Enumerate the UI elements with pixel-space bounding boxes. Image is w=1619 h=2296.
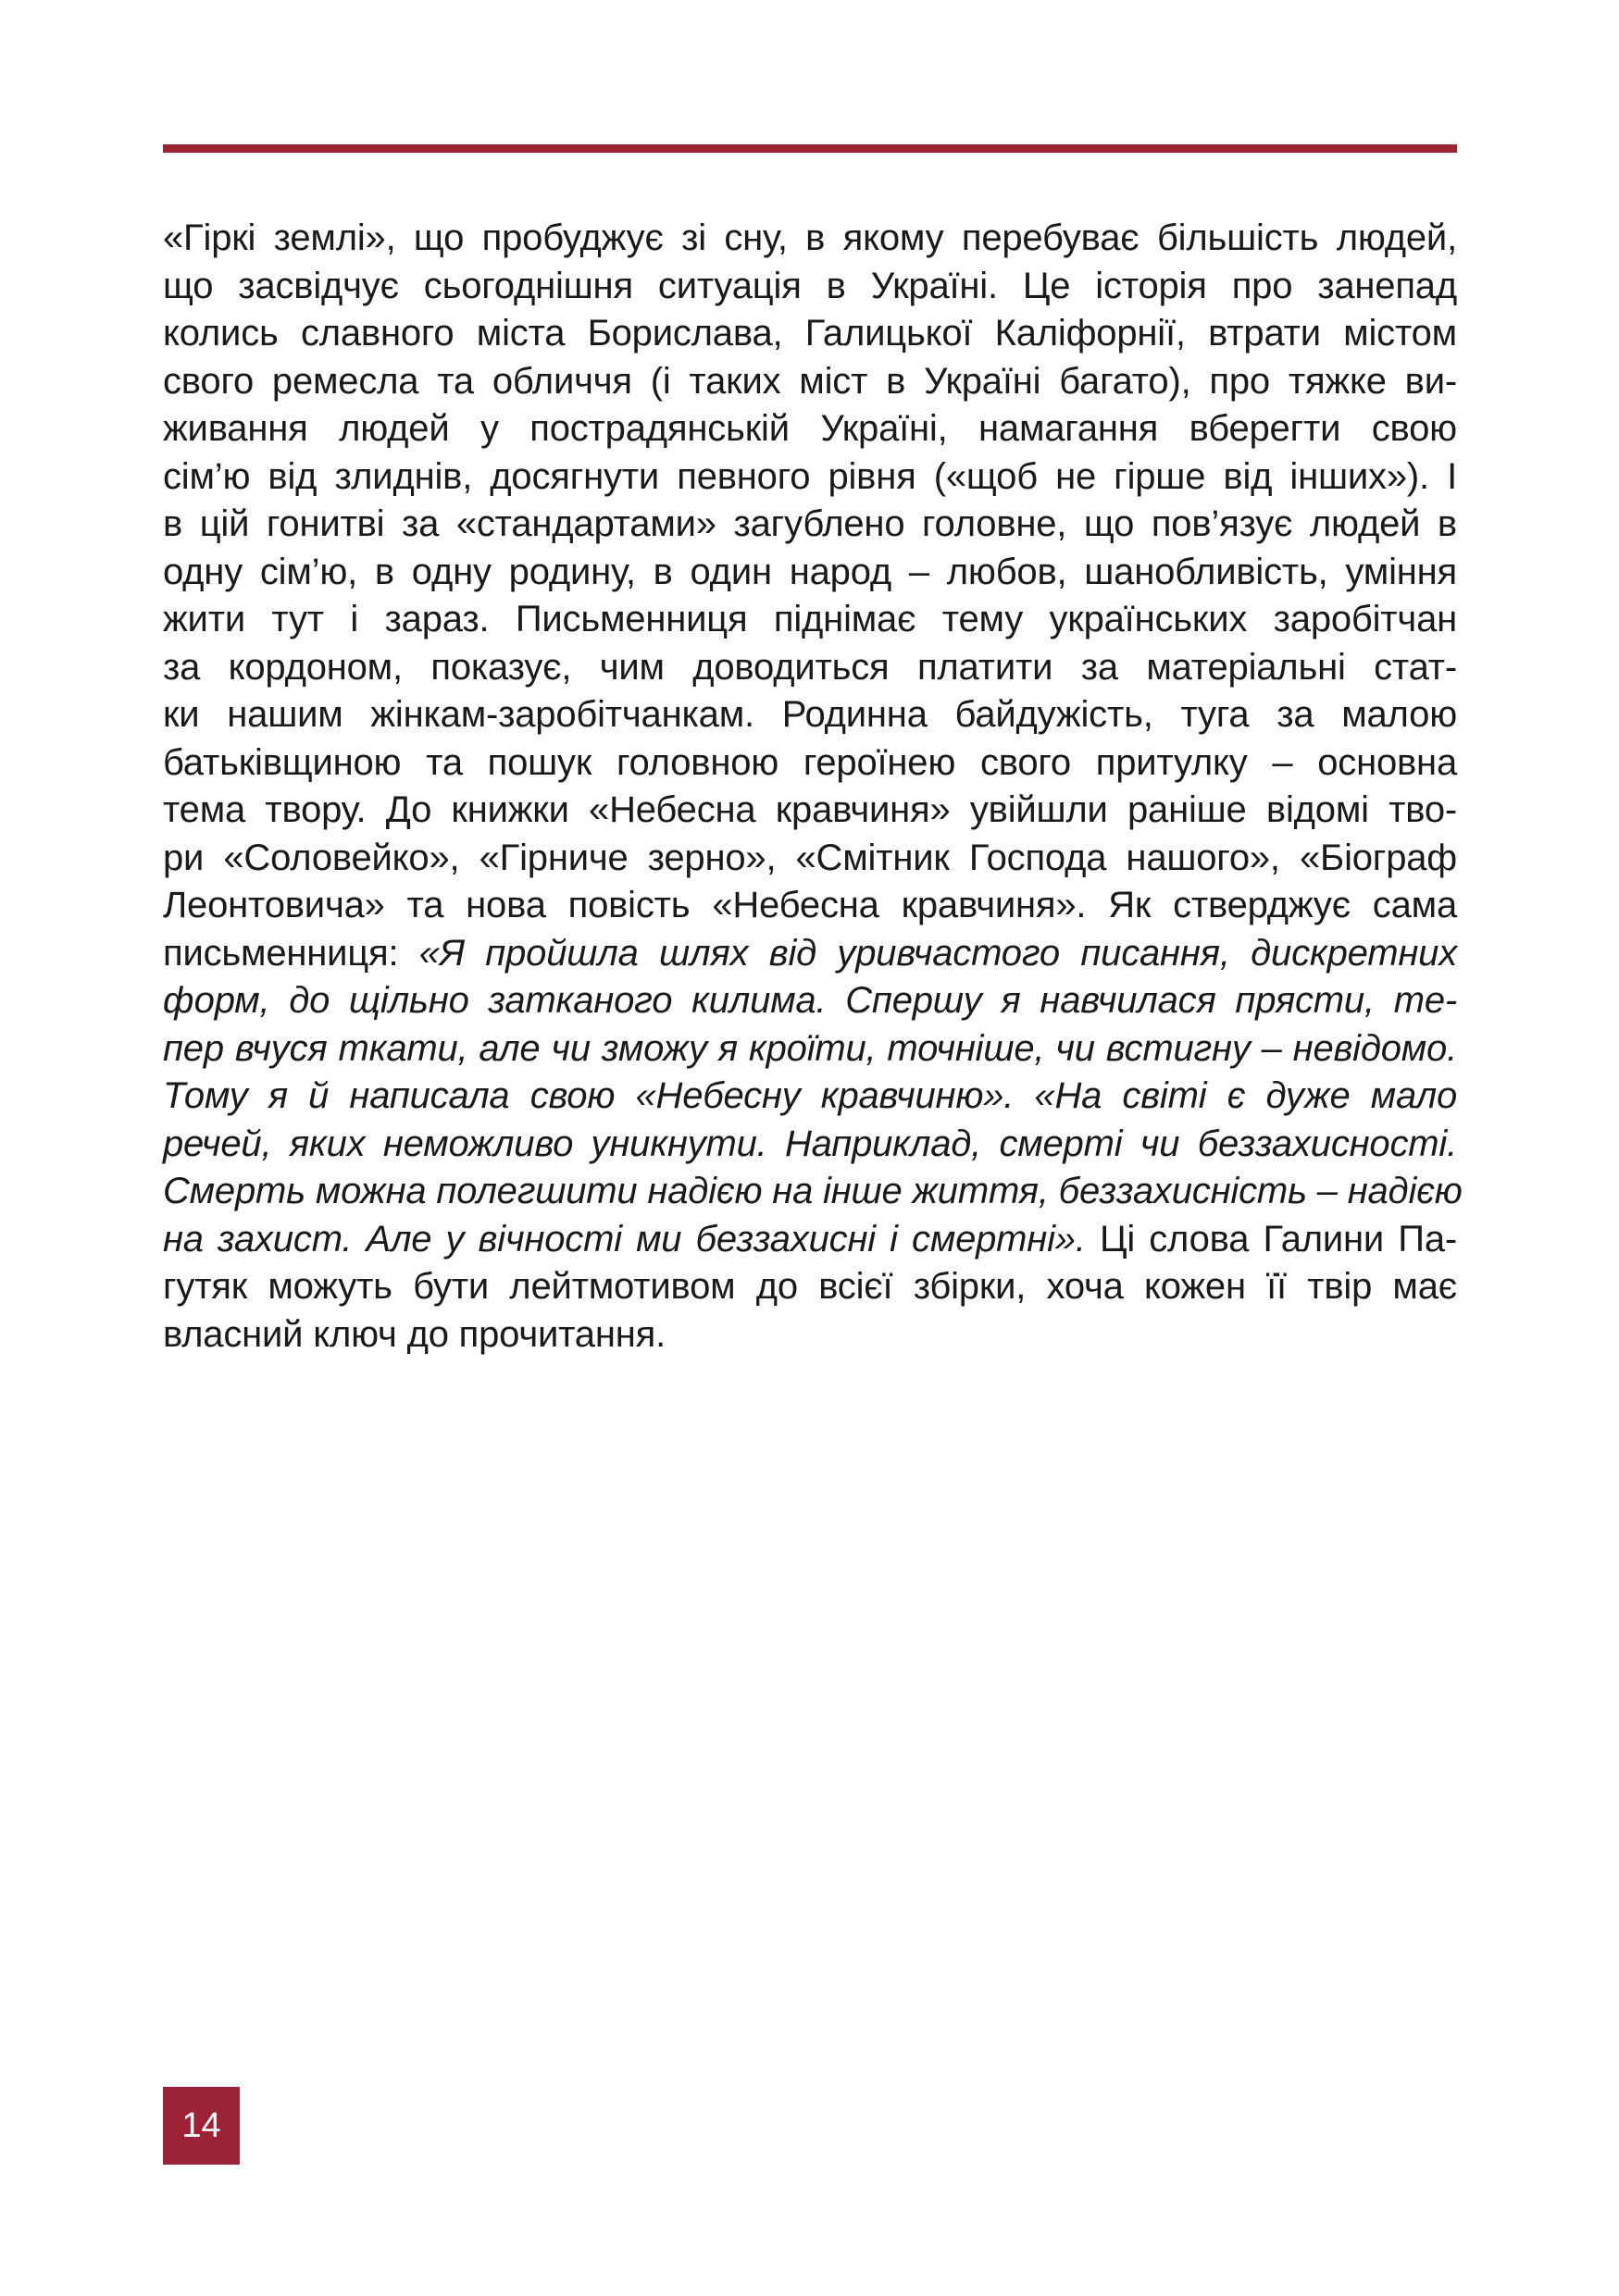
page-number-badge (163, 2087, 240, 2165)
text-line: свого ремесла та обличчя (і таких міст в Україні багато), про тяжке ви- (163, 360, 1457, 402)
text-line (163, 1025, 1457, 1074)
text-line: одну сім’ю, в одну родину, в один народ – любов, шанобливість, уміння (163, 551, 1457, 592)
text-line: сім’ю від злиднів, досягнути певного рівня («щоб не гірше від інших»). І (163, 455, 1457, 497)
body-paragraph (163, 215, 1463, 1359)
text-line: на захист. Але у вічності ми беззахисні і смертні». Ці слова Галини Па- (163, 1218, 1457, 1260)
text-line (163, 1121, 1457, 1169)
text-line (163, 1073, 1457, 1121)
text-line: тема твору. До книжки «Небесна кравчиня» увійшли раніше відомі тво- (163, 789, 1457, 830)
quote-text: речей, яких неможливо уникнути. Наприклад, смерті чи беззахисності. (163, 1123, 1457, 1164)
text-line: живання людей у пострадянській Україні, намагання вберегти свою (163, 408, 1457, 449)
text-line (163, 1168, 1463, 1216)
page-number: 14 (181, 2105, 221, 2145)
header-rule (163, 144, 1457, 153)
quote-text: «Я пройшла шлях від уривчастого писання, дискретних (418, 932, 1458, 974)
quote-text: Тому я й написала свою «Небесну кравчиню». «На світі є дуже мало (163, 1075, 1457, 1116)
text-line: письменниця: «Я пройшла шлях від уривчастого писання, дискретних (163, 932, 1458, 974)
text-line: гутяк можуть бути лейтмотивом до всієї збірки, хоча кожен її твір має (163, 1266, 1457, 1307)
quote-text: форм, до щільно затканого килима. Спершу я навчилася прясти, те- (163, 980, 1457, 1021)
quote-text: Смерть можна полегшити надією на інше життя, беззахисність – надією (163, 1171, 1463, 1211)
text-line: батьківщиною та пошук головною героїнею свого притулку – основна (163, 741, 1457, 783)
quote-text: пер вчуся ткати, але чи зможу я кроїти, точніше, чи встигну – невідомо. (163, 1027, 1457, 1069)
text-line: що засвідчує сьогоднішня ситуація в Україні. Це історія про занепад (163, 265, 1457, 306)
text-line: «Гіркі землі», що пробуджує зі сну, в якому перебуває більшість людей, (163, 217, 1457, 258)
text-line: колись славного міста Борислава, Галицької Каліфорнії, втрати містом (163, 313, 1457, 354)
text-line: ри «Соловейко», «Гірниче зерно», «Смітник Господа нашого», «Біограф (163, 837, 1457, 878)
quote-text: на захист. Але у вічності ми беззахисні і смертні». (163, 1218, 1086, 1260)
text-line (163, 977, 1457, 1025)
text-line: в цій гонитві за «стандартами» загублено головне, що пов’язує людей в (163, 503, 1457, 544)
text-line: жити тут і зараз. Письменниця піднімає тему українських заробітчан (163, 599, 1457, 639)
text-line: власний ключ до прочитання. (163, 1313, 666, 1355)
text-line: Леонтовича» та нова повість «Небесна кравчиня». Як стверджує сама (163, 885, 1457, 925)
text-line: ки нашим жінкам-заробітчанкам. Родинна байдужість, туга за малою (163, 694, 1457, 735)
text-line: за кордоном, показує, чим доводиться платити за матеріальні стат- (163, 646, 1457, 688)
